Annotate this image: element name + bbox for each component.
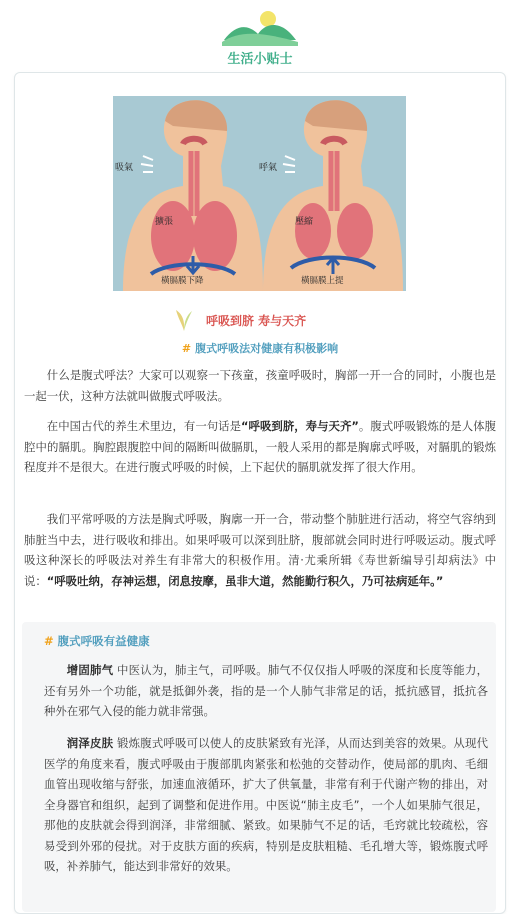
paragraph-5 xyxy=(44,733,488,877)
p2-quote: “呼吸到脐，寿与天齐” xyxy=(241,419,359,433)
section-heading-1-text: 腹式呼吸法对健康有积极影响 xyxy=(195,342,339,355)
p3-quote: “呼吸吐纳，存神运想，闭息按摩，虽非大道，然能勤行积久，乃可祛病延年。” xyxy=(46,573,444,588)
subtitle-row xyxy=(0,308,520,334)
section-heading-2-text: 腹式呼吸有益健康 xyxy=(57,634,150,648)
section-heading-2 xyxy=(44,633,150,649)
p4-body: 中医认为，肺主气，司呼吸。肺气不仅仅指人呼吸的深度和长度等能力，还有另外一个功能，就是抵御外袭，指的是一个人肺气非常足的话，抵抗感冒，抵抗各种外在邪气入侵的能力就非常强。 xyxy=(44,663,488,718)
diaphragm-up-label: 橫膈膜上提 xyxy=(301,276,344,286)
hash-mark: # xyxy=(181,342,192,355)
section-heading-1 xyxy=(0,340,520,356)
expand-label: 擴張 xyxy=(155,217,174,227)
paragraph-2 xyxy=(24,416,496,478)
p2-text-c: 。腹式呼吸锻炼的是人体腹腔中的膈肌。胸腔跟腹腔中间的隔断叫做膈肌，一般人采用的都是胸廓式呼吸，对膈肌的锻炼程度并不是很大。在进行腹式呼吸的时候，上下起伏的膈肌就发挥了很大作用。 xyxy=(24,419,496,474)
header xyxy=(0,0,520,82)
p2-text-a: 在中国古代的养生术里边，有一句话是 xyxy=(46,419,242,433)
wheat-icon xyxy=(174,308,194,332)
exhale-label: 呼氣 xyxy=(259,163,278,173)
paragraph-1: 什么是腹式呼法？大家可以观察一下孩童，孩童呼吸时，胸部一开一合的同时，小腹也是一起一伏，这种方法就叫做腹式呼吸法。 xyxy=(24,368,496,403)
subtitle: 呼吸到脐 寿与天齐 xyxy=(206,314,307,328)
p4-heading: 增固肺气 xyxy=(66,663,114,677)
paragraph-3 xyxy=(24,509,496,591)
inhale-label: 吸氣 xyxy=(115,163,134,173)
breathing-illustration xyxy=(113,96,406,291)
p5-heading: 润泽皮肤 xyxy=(66,736,114,750)
p5-body: 锻炼腹式呼吸可以使人的皮肤紧致有光泽，从而达到美容的效果。从现代医学的角度来看，腹式呼吸由于腹部肌肉紧张和松弛的交替动作，使局部的肌肉、毛细血管出现收缩与舒张，加速血液循环，扩大了供氧量，非常有利于代谢产物的排出，对全身器官和组织，起到了调整和促进作用。中医说“肺主皮毛”，一个人如果肺气很足，那他的皮肤就会得到润泽，非常细腻、紧致。如果肺气不足的话，毛窍就比较疏松，容易受到外邪的侵扰。对于皮肤方面的疾病，特别是皮肤粗糙、毛孔增大等，锻炼腹式呼吸，补养肺气，能达到非常好的效果。 xyxy=(44,736,488,873)
p3-text-a: 我们平常呼吸的方法是胸式呼吸，胸廓一开一合，带动整个肺脏进行活动，将空气容纳到肺脏当中去，进行吸收和排出。如果呼吸可以深到肚脐，腹部就会同时进行呼吸运动。腹式呼吸这种深长的呼吸法对养生有非常大的积极作用。清·尤乘所辑《寿世新编导引却病法》中说： xyxy=(24,512,496,588)
paragraph-4 xyxy=(44,660,488,722)
hash-mark-2: # xyxy=(44,634,54,648)
diaphragm-down-label: 橫膈膜下降 xyxy=(161,276,204,286)
hills-sun-logo-icon xyxy=(222,10,298,46)
page-title: 生活小贴士 xyxy=(227,52,293,67)
compress-label: 壓縮 xyxy=(295,217,314,227)
